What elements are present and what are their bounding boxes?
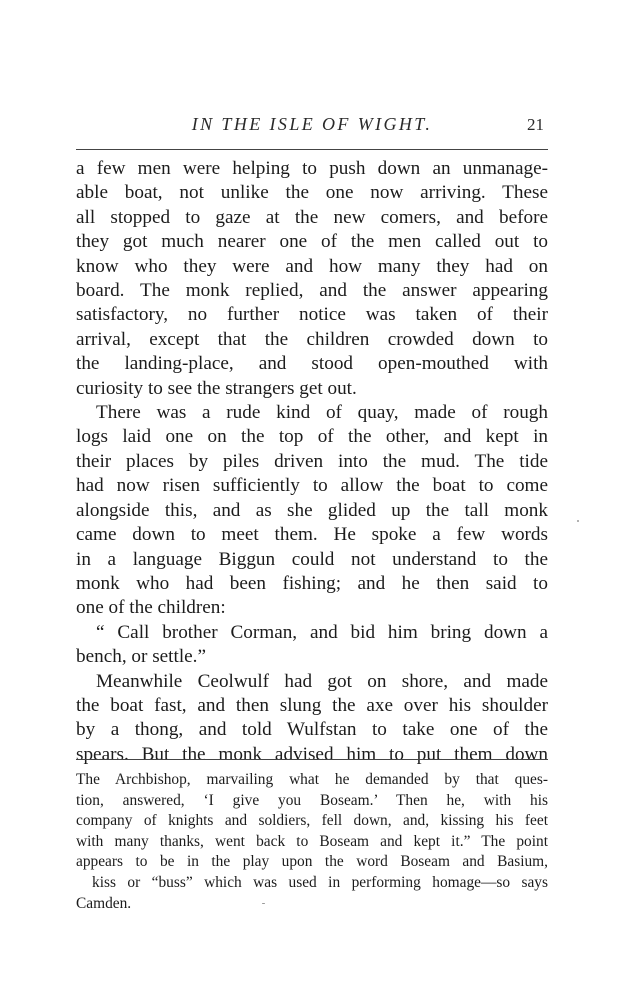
- text-line: arrival, except that the children crowded down to: [76, 328, 548, 350]
- footnote-line: The Archbishop, marvailing what he demanded by that ques-: [76, 771, 548, 788]
- text-line: monk who had been fishing; and he then said to: [76, 572, 548, 594]
- footnote-rule: [76, 759, 548, 760]
- footnote-line: Camden.: [76, 894, 132, 912]
- text-line: satisfactory, no further notice was taken of their: [76, 304, 548, 326]
- text-line: had now risen sufficiently to allow the boat to come: [76, 475, 548, 497]
- paragraph-3: [76, 621, 548, 670]
- paragraph-2: [76, 401, 548, 621]
- paragraph-1: [76, 157, 548, 401]
- text-line: came down to meet them. He spoke a few words: [76, 524, 548, 546]
- text-line: they got much nearer one of the men called out to: [76, 231, 548, 253]
- text-line: logs laid one on the top of the other, and kept in: [76, 426, 548, 448]
- text-line: There was a rude kind of quay, made of rough: [96, 402, 548, 424]
- text-line: one of the children:: [76, 597, 226, 619]
- text-line: know who they were and how many they had on: [76, 255, 548, 277]
- paragraph-4: [76, 670, 548, 768]
- footnote-line: company of knights and soldiers, fell down, and, kissing his feet: [76, 812, 548, 830]
- text-line: by a thong, and told Wulfstan to take one of the: [76, 719, 548, 741]
- footnote-line: with many thanks, went back to Boseam and kept it.” The point: [76, 832, 548, 850]
- footnote-line: appears to be in the play upon the word Boseam and Basium,: [76, 853, 548, 871]
- footnote-line: tion, answered, ‘I give you Boseam.’ Then he, with his: [76, 791, 548, 809]
- paper-speck: [577, 520, 579, 522]
- text-line: able boat, not unlike the one now arriving. These: [76, 182, 548, 204]
- text-line: curiosity to see the strangers get out.: [76, 377, 357, 399]
- text-line: bench, or settle.”: [76, 646, 206, 668]
- book-page: [76, 0, 548, 1000]
- text-line: in a language Biggun could not understand to the: [76, 548, 548, 570]
- paper-speck: [262, 903, 265, 904]
- text-line: their places by piles driven into the mud. The tide: [76, 450, 548, 472]
- text-line: the landing-place, and stood open-mouthed with: [76, 353, 548, 375]
- text-line: “ Call brother Corman, and bid him bring down a: [96, 621, 548, 643]
- header-rule: [76, 149, 548, 150]
- text-line: all stopped to gaze at the new comers, and before: [76, 206, 548, 228]
- text-line: a few men were helping to push down an unmanage-: [76, 158, 548, 179]
- text-line: the boat fast, and then slung the axe over his shoulder: [76, 694, 548, 716]
- footnote: [76, 770, 548, 914]
- body-text: [76, 157, 548, 767]
- text-line: Meanwhile Ceolwulf had got on shore, and made: [96, 670, 548, 692]
- text-line: spears. But the monk advised him to put them down: [76, 743, 548, 765]
- footnote-line: kiss or “buss” which was used in performing homage—so says: [92, 873, 548, 891]
- running-head: [76, 112, 548, 142]
- text-line: board. The monk replied, and the answer appearing: [76, 280, 548, 302]
- page-number: 21: [527, 115, 544, 134]
- running-head-title: IN THE ISLE OF WIGHT.: [191, 114, 433, 134]
- text-line: alongside this, and as she glided up the tall monk: [76, 499, 548, 521]
